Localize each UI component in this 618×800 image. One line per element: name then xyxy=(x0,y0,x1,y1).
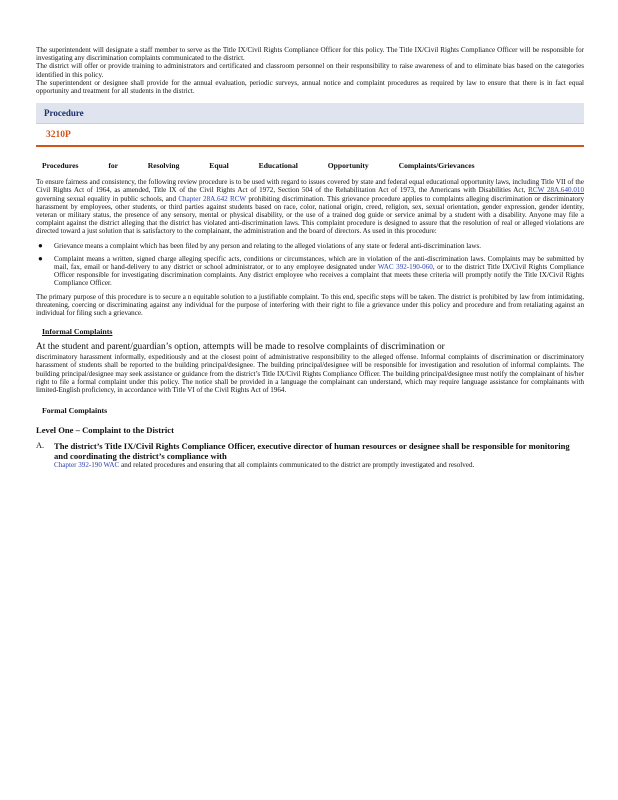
chapter-link[interactable]: Chapter 28A.642 RCW xyxy=(178,194,247,203)
section-divider xyxy=(36,145,584,147)
informal-heading xyxy=(36,327,584,336)
purpose-paragraph: The primary purpose of this procedure is to secure a n equitable solution to a justifiable complaint. To this end, specific steps will be taken. The district is prohibited by law from intimidating, threatening, coercing or discriminating against any individual for the purpose of interfering with their right to file a grievance under this policy and procedure and from retaliating against an individual for filing such a grievance. xyxy=(36,292,584,318)
procedure-code: 3210P xyxy=(46,130,71,141)
bullet-icon: ● xyxy=(38,253,43,263)
procedure-banner-label: Procedure xyxy=(44,108,84,119)
intro-paragraph: The superintendent will designate a staff member to serve as the Title IX/Civil Rights Compliance Officer for this policy. The Title IX/Civil Rights Compliance Officer will be responsible for investigating any discrimination complaints communicated to the district. xyxy=(36,46,584,63)
bullet-icon: ● xyxy=(38,240,43,250)
list-item xyxy=(36,255,584,288)
level-one-item xyxy=(36,441,584,469)
item-lead: The district’s Title IX/Civil Rights Compliance Officer, executive director of human resources or designee shall be responsible for monitoring and coordinating the district’s compliance with xyxy=(54,441,570,462)
definition-text: , or to the district Title IX/Civil Rights Compliance Officer responsible for investigating discrimination complaints. Any district employee who receives a complaint that meets these criteria will promptly notify the Title IX/Civil Rights Compliance Officer. xyxy=(54,263,584,288)
wac-link[interactable]: WAC 392-190-060 xyxy=(377,263,433,272)
procedure-heading: Procedures for Resolving Equal Educational Opportunity Complaints/Grievances xyxy=(42,161,475,171)
item-rest xyxy=(54,461,584,469)
item-rest-text: and related procedures and ensuring that all complaints communicated to the district are promptly investigated and resolved. xyxy=(121,461,475,470)
list-item xyxy=(36,242,584,250)
scope-text: Anyone may file a complaint against the district alleging that the district has violated anti-discrimination laws. This complaint procedure is designed to assure that the resolution of real or alleged violations are directed toward a just solution that is satisfactory to the complainant, the administration and the board of directors. As used in this procedure: xyxy=(36,211,585,236)
policy-page xyxy=(36,46,584,469)
informal-lead: At the student and parent/guardian’s option, attempts will be made to resolve complaints of discrimination or xyxy=(36,342,445,353)
definitions-list xyxy=(36,242,584,288)
item-body xyxy=(54,441,584,469)
scope-text: To ensure fairness and consistency, the following review procedure is to be used with regard to issues covered by state and federal equal educational opportunity laws, including Title VII of the Civil Rights Act of 1964, as amended, Title IX of the Civil Rights Act of 1972, Section 504 of the Rehabilitation Act of 1973, the Americans with Disabilities Act, xyxy=(36,178,584,195)
rcw-link[interactable]: RCW 28A.640.010 xyxy=(528,186,584,195)
intro-paragraph: The district will offer or provide training to administrators and certificated and classroom personnel on their responsibility to raise awareness of and to eliminate bias based on the categories identified in this policy. xyxy=(36,62,584,79)
scope-text: governing sexual equality in public schools, and xyxy=(36,194,177,203)
intro-paragraph: The superintendent or designee shall provide for the annual evaluation, periodic surveys, annual notice and complaint procedures as required by law to ensure that there is in fact equal opportunity and treatment for all students in the district. xyxy=(36,78,584,96)
definition-text: Grievance means a complaint which has been filed by any person and relating to the alleged violations of any state or federal anti-discrimination laws. xyxy=(54,241,482,250)
intro-section xyxy=(36,46,584,95)
informal-heading-text: Informal Complaints xyxy=(42,327,113,337)
scope-paragraph xyxy=(36,178,584,235)
definition-text: Complaint means a written, signed charge alleging specific acts, conditions or circumstances, which are in violation of the anti-discrimination laws. Complaints may be submitted by mail, fax, email or hand-delivery to any district or school administrator, or to any employee designated under xyxy=(54,254,584,272)
item-letter: A. xyxy=(36,441,45,451)
procedure-banner xyxy=(36,103,584,124)
formal-heading: Formal Complaints xyxy=(42,406,108,416)
scope-text: prohibiting discrimination. This grievance procedure applies to complaints alleging discrimination or discriminatory harassment by employees, other students, or third parties against students based on race, color, national origin, creed, religion, sex, sexual orientation, gender expression, gender identity, veteran or military status, the presence of any sensory, mental or physical disability, or the use of a trained dog guide or service animal by a student with a disability. xyxy=(36,194,585,220)
level-one-heading: Level One – Complaint to the District xyxy=(36,425,174,436)
informal-body: discriminatory harassment informally, expeditiously and at the closest point of administrative responsibility to the alleged offense. Informal complaints of discrimination or discriminatory harassment of students shall be reported to the building principal/designee. The building principal/designee will be responsible for investigation and resolution of informal complaints. The building principal/designee may seek assistance or guidance from the district’s Title IX/Civil Rights Compliance Officer. The building principal/designee must notify the complainant of his/her right to file a formal complaint under this policy. The notice shall be provided in a language the complainant can understand, which may require language assistance for complainants with limited-English proficiency, in accordance with Title VI of the Civil Rights Act of 1964. xyxy=(36,353,584,395)
chapter-link[interactable]: Chapter 392-190 WAC xyxy=(54,461,120,470)
